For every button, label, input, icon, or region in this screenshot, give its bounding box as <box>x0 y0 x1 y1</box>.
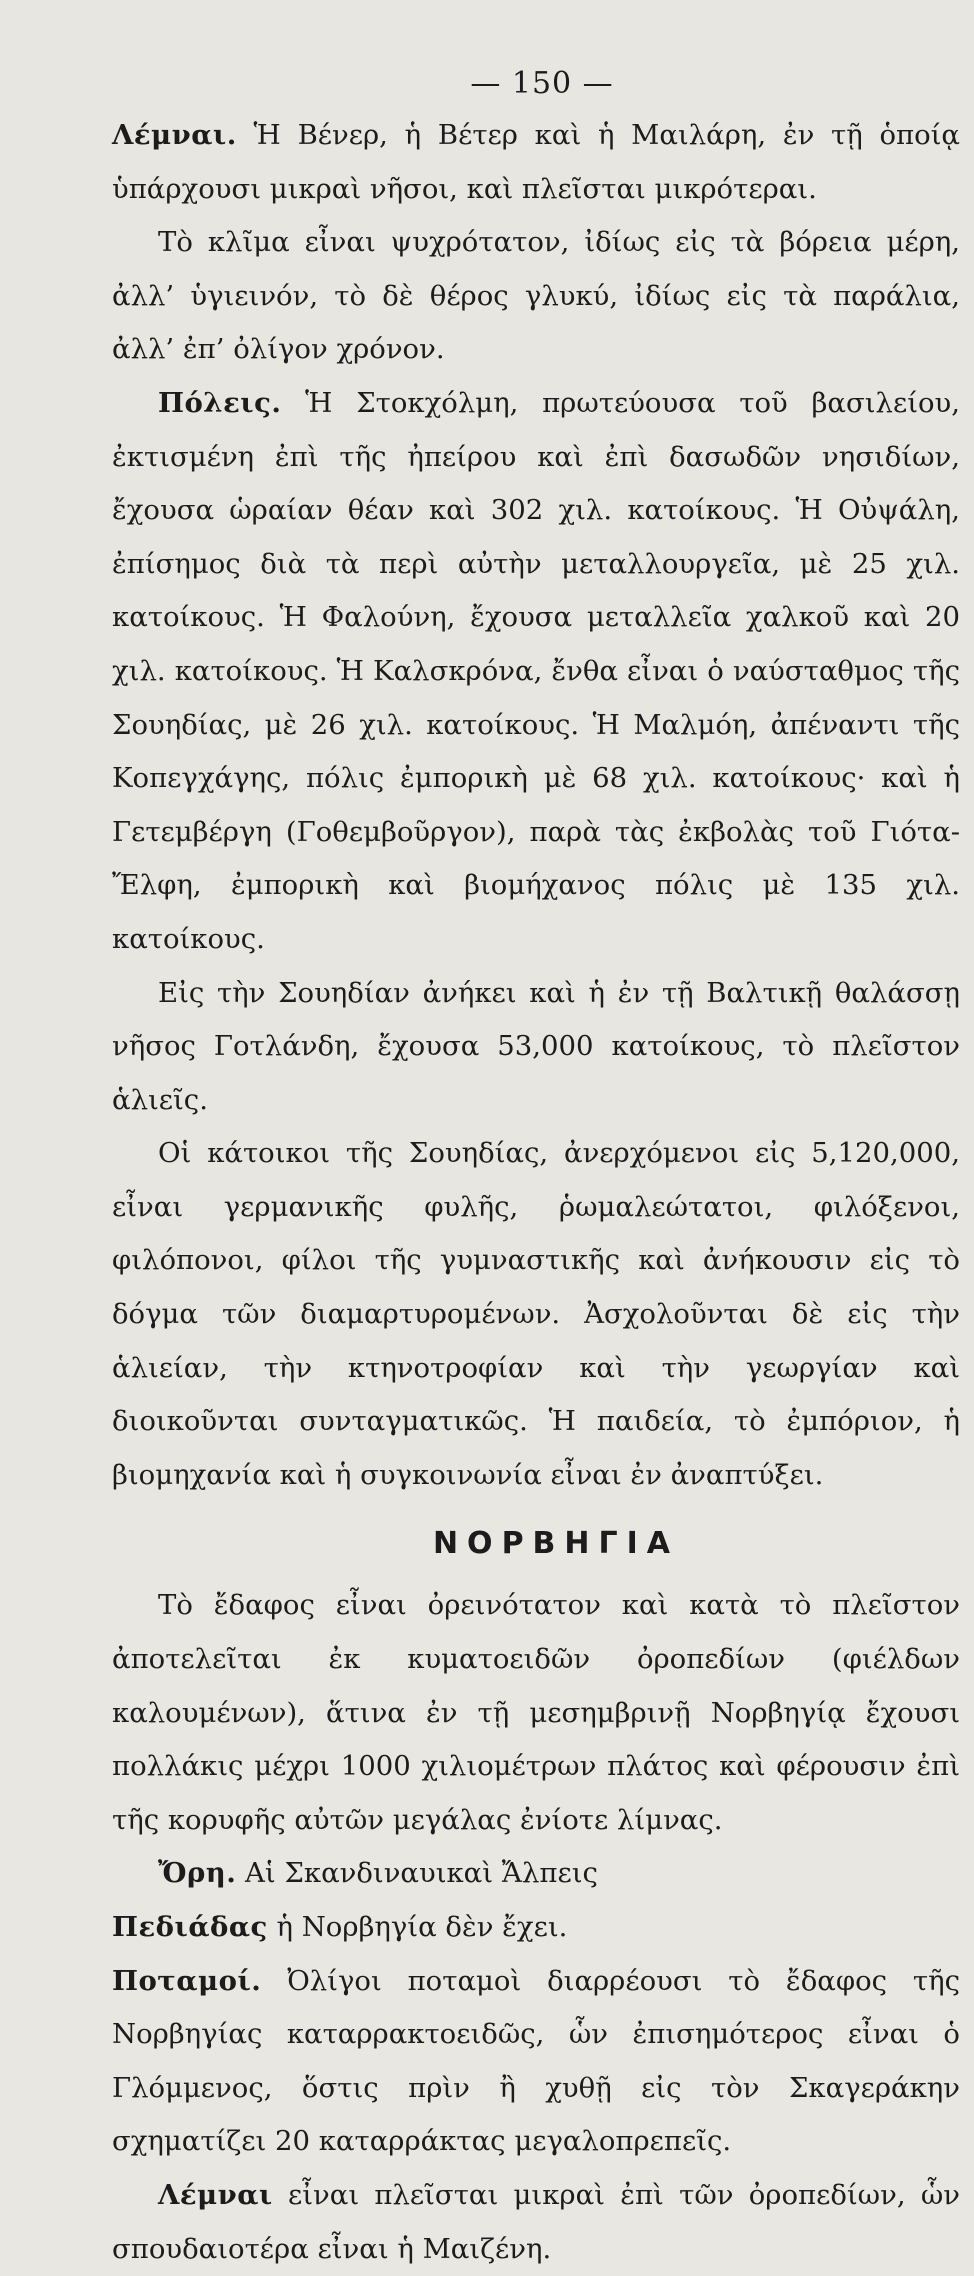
paragraph-mountains <box>112 1847 960 1901</box>
paragraph-text: Εἰς τὴν Σουηδίαν ἀνήκει καὶ ἡ ἐν τῇ Βαλτικῇ θαλάσσῃ νῆσος Γοτλάνδη, ἔχουσα 53,000 κατοίκους, τὸ πλεῖστον ἁλιεῖς. <box>112 976 960 1116</box>
paragraph-gotland <box>112 967 960 1128</box>
paragraph-text: ἡ Νορβηγία δὲν ἔχει. <box>267 1911 568 1943</box>
paragraph-text: Τὸ ἔδαφος εἶναι ὀρεινότατον καὶ κατὰ τὸ πλεῖστον ἀποτελεῖται ἐκ κυματοειδῶν ὀροπεδίων (φιέλδων καλουμένων), ἅτινα ἐν τῇ μεσημβρινῇ Νορβηγίᾳ ἔχουσι πολλάκις μέχρι 1000 χιλιομέτρων πλάτος καὶ φέρουσιν ἐπὶ τῆς κορυφῆς αὐτῶν μεγάλας ἐνίοτε λίμνας. <box>112 1589 960 1836</box>
paragraph-text: Ἡ Βένερ, ἡ Βέτερ καὶ ἡ Μαιλάρη, ἐν τῇ ὁποίᾳ ὑπάρχουσι μικραὶ νῆσοι, καὶ πλεῖσται μικρότεραι. <box>112 119 960 205</box>
paragraph-text: Τὸ κλῖμα εἶναι ψυχρότατον, ἰδίως εἰς τὰ βόρεια μέρη, ἀλλ’ ὑγιεινόν, τὸ δὲ θέρος γλυκύ, ἰδίως εἰς τὰ παράλια, ἀλλ’ ἐπ’ ὀλίγον χρόνον. <box>112 226 960 366</box>
paragraph-lakes <box>112 109 960 216</box>
paragraph-climate <box>112 216 960 377</box>
paragraph-text: εἶναι πλεῖσται μικραὶ ἐπὶ τῶν ὀροπεδίων, ὧν σπουδαιοτέρα εἶναι ἡ Μαιζένη. <box>112 2178 960 2265</box>
section-lead: Λέμναι <box>158 2178 273 2211</box>
paragraph-plains <box>112 1901 960 1955</box>
section-lead: Λέμναι. <box>112 119 237 151</box>
page-number: — 150 — <box>470 66 614 101</box>
paragraph-text: Ὀλίγοι ποταμοὶ διαρρέουσι τὸ ἔδαφος τῆς Νορβηγίας καταρρακτοειδῶς, ὧν ἐπισημότερος εἶναι ὁ Γλόμμενος, ὅστις πρὶν ἢ χυθῇ εἰς τὸν Σκαγεράκην σχηματίζει 20 καταρράκτας μεγαλοπρεπεῖς. <box>112 1964 960 2158</box>
paragraph-text: Οἱ κάτοικοι τῆς Σουηδίας, ἀνερχόμενοι εἰς 5,120,000, εἶναι γερμανικῆς φυλῆς, ῥωμαλεώτατοι, φιλόξενοι, φιλόπονοι, φίλοι τῆς γυμναστικῆς καὶ ἀνήκουσιν εἰς τὸ δόγμα τῶν διαμαρτυρομένων. Ἀσχολοῦνται δὲ εἰς τὴν ἁλιείαν, τὴν κτηνοτροφίαν καὶ τὴν γεωργίαν καὶ διοικοῦνται συνταγματικῶς. Ἡ παιδεία, τὸ ἐμπόριον, ἡ βιομηχανία καὶ ἡ συγκοινωνία εἶναι ἐν ἀναπτύξει. <box>112 1137 960 1491</box>
section-heading-norway: ΝΟΡΒΗΓΙΑ <box>432 1526 680 1562</box>
paragraph-inhabitants <box>112 1127 960 1502</box>
page-content <box>112 66 960 2276</box>
paragraph-rivers <box>112 1955 960 2169</box>
section-lead: Ποταμοί. <box>112 1964 262 1997</box>
paragraph-lakes-norway <box>112 2169 960 2276</box>
paragraph-cities <box>112 377 960 967</box>
section-lead: Πεδιάδας <box>112 1911 268 1943</box>
paragraph-terrain <box>112 1579 960 1847</box>
paragraph-text: Αἱ Σκανδιναυικαὶ Ἄλπεις <box>236 1857 598 1890</box>
paragraph-text: Ἡ Στοκχόλμη, πρωτεύουσα τοῦ βασιλείου, ἐκτισμένη ἐπὶ τῆς ἠπείρου καὶ ἐπὶ δασωδῶν νησιδίων, ἔχουσα ὡραίαν θέαν καὶ 302 χιλ. κατοίκους. Ἡ Οὐψάλη, ἐπίσημος διὰ τὰ περὶ αὐτὴν μεταλλουργεῖα, μὲ 25 χιλ. κατοίκους. Ἡ Φαλούνη, ἔχουσα μεταλλεῖα χαλκοῦ καὶ 20 χιλ. κατοίκους. Ἡ Καλσκρόνα, ἔνθα εἶναι ὁ ναύσταθμος τῆς Σουηδίας, μὲ 26 χιλ. κατοίκους. Ἡ Μαλμόη, ἀπέναντι τῆς Κοπεγχάγης, πόλις ἐμπορικὴ μὲ 68 χιλ. κατοίκους· καὶ ἡ Γετεμβέργη (Γοθεμβοῦργον), παρὰ τὰς ἐκβολὰς τοῦ Γιότα-Ἔλφη, ἐμπορικὴ καὶ βιομήχανος πόλις μὲ 135 χιλ. κατοίκους. <box>112 386 960 955</box>
section-lead: Πόλεις. <box>158 386 282 419</box>
section-lead: Ὄρη. <box>158 1857 237 1890</box>
